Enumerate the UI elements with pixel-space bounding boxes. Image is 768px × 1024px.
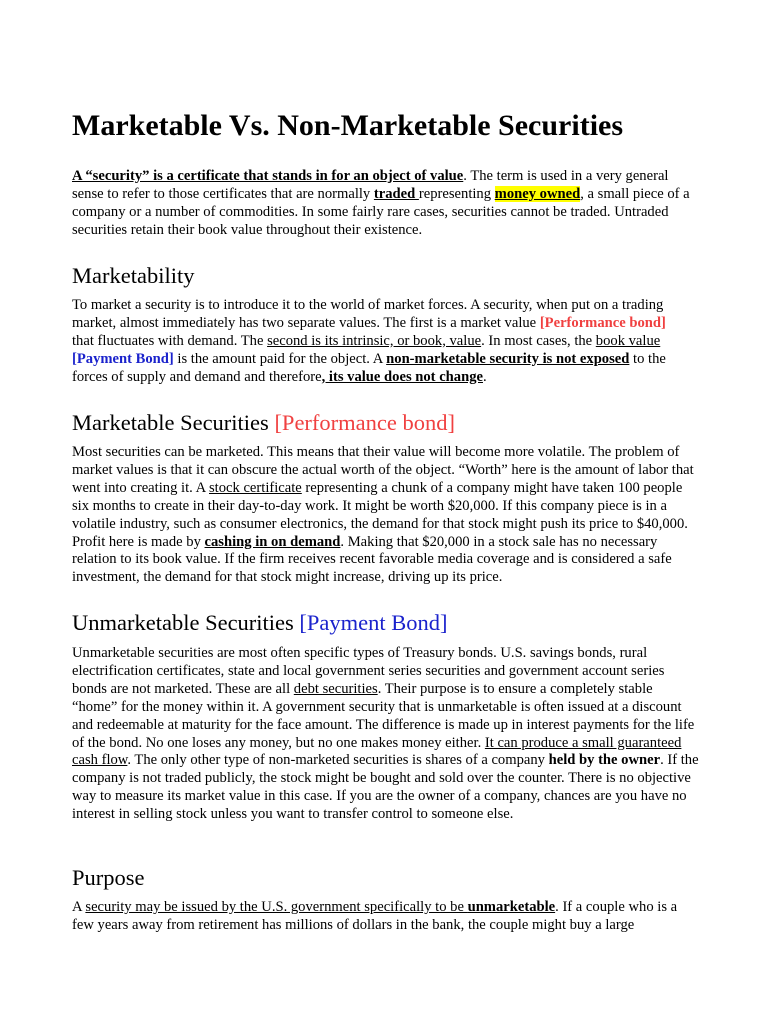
security-issued-link[interactable]: security may be issued by the U.S. government specifically to be	[85, 899, 468, 915]
marketability-paragraph: To market a security is to introduce it to the world of market forces. A security, when put on a trading market, almost immediately has two separate values. The first is a market value [Performance bond] that fluctuates with demand. The second is its intrinsic, or book, value. In most cases, the book value [Payment Bond] is the amount paid for the object. A non-marketable security is not exposed to the forces of supply and demand and therefore, its value does not change.	[72, 297, 666, 385]
intro-text: , a small piece of a company or a number of commodities. In some fairly rare cases, securities cannot be traded. Untraded securities retain their book value throughout their existence.	[72, 185, 690, 238]
heading-marketability: Marketability	[72, 263, 195, 288]
guaranteed-cash-flow-link[interactable]: It can produce a small guaranteed cash flow	[72, 734, 682, 769]
stock-certificate-link[interactable]: stock certificate	[209, 479, 302, 496]
cashing-in-on-demand-link[interactable]: cashing in on demand	[204, 533, 341, 550]
money-owned-highlight[interactable]: money owned	[494, 185, 581, 202]
unmarketable-link[interactable]: unmarketable	[467, 899, 556, 915]
heading-unmarketable-securities: Unmarketable Securities [Payment Bond]	[72, 610, 448, 635]
performance-bond-heading-tag[interactable]: [Performance bond]	[274, 410, 455, 435]
non-marketable-link[interactable]: non-marketable security is not exposed	[386, 350, 630, 367]
marketable-paragraph: Most securities can be marketed. This means that their value will become more volatile. The problem of market values is that it can obscure the actual worth of the object. “Worth” here is the amount of labor that went into creating it. A stock certificate representing a chunk of a company might have taken 100 people six months to create in their day-to-day work. It might be worth $20,000. If this company piece is in a volatile industry, such as consumer electronics, the demand for that stock might push its price to $40,000. Profit here is made by cashing in on demand. Making that $20,000 in a stock sale has no necessary relation to its book value. If the firm receives recent favorable media coverage and is considered a safe investment, the demand for that stock might increase, driving up its price.	[72, 444, 694, 586]
intrinsic-value-link[interactable]: second is its intrinsic, or book, value	[267, 332, 482, 349]
intro-paragraph	[72, 168, 700, 240]
intro-definition: A “security” is a certificate that stands in for an object of value	[72, 168, 464, 184]
intro-text: . The term is used in a very general sense to refer to those certificates that are normally	[72, 168, 669, 202]
debt-securities-link[interactable]: debt securities	[293, 680, 378, 697]
heading-purpose: Purpose	[72, 865, 145, 890]
value-does-not-change-link[interactable]: , its value does not change	[321, 368, 483, 385]
payment-bond-heading-tag[interactable]: [Payment Bond]	[299, 610, 448, 635]
payment-bond-tag[interactable]: [Payment Bond]	[72, 350, 174, 367]
purpose-paragraph: A security may be issued by the U.S. government specifically to be unmarketable. If a couple who is a few years away from retirement has millions of dollars in the bank, the couple might buy a large	[72, 899, 678, 933]
performance-bond-tag[interactable]: [Performance bond]	[539, 314, 666, 331]
book-value-link[interactable]: book value	[595, 332, 661, 349]
held-by-owner-text: held by the owner	[548, 752, 661, 769]
unmarketable-paragraph: Unmarketable securities are most often specific types of Treasury bonds. U.S. savings bonds, rural electrification certificates, state and local government series securities and government account series bonds are not marketed. These are all debt securities. Their purpose is to ensure a completely stable “home” for the money within it. A government security that is unmarketable is often issued at a discount and redeemable at maturity for the face amount. The difference is made up in interest payments for the life of the bond. No one loses any money, but no one makes money either. It can produce a small guaranteed cash flow. The only other type of non-marketed securities is shares of a company held by the owner. If the company is not traded publicly, the stock might be bought and sold over the counter. There is no objective way to measure its market value in this case. If you are the owner of a company, chances are you have no interest in selling stock unless you want to transfer control to someone else.	[72, 645, 699, 823]
intro-text: representing	[418, 185, 495, 202]
traded-link[interactable]: traded	[373, 185, 419, 202]
page-title: Marketable Vs. Non-Marketable Securities	[72, 109, 624, 142]
heading-marketable-securities: Marketable Securities [Performance bond]	[72, 410, 455, 435]
